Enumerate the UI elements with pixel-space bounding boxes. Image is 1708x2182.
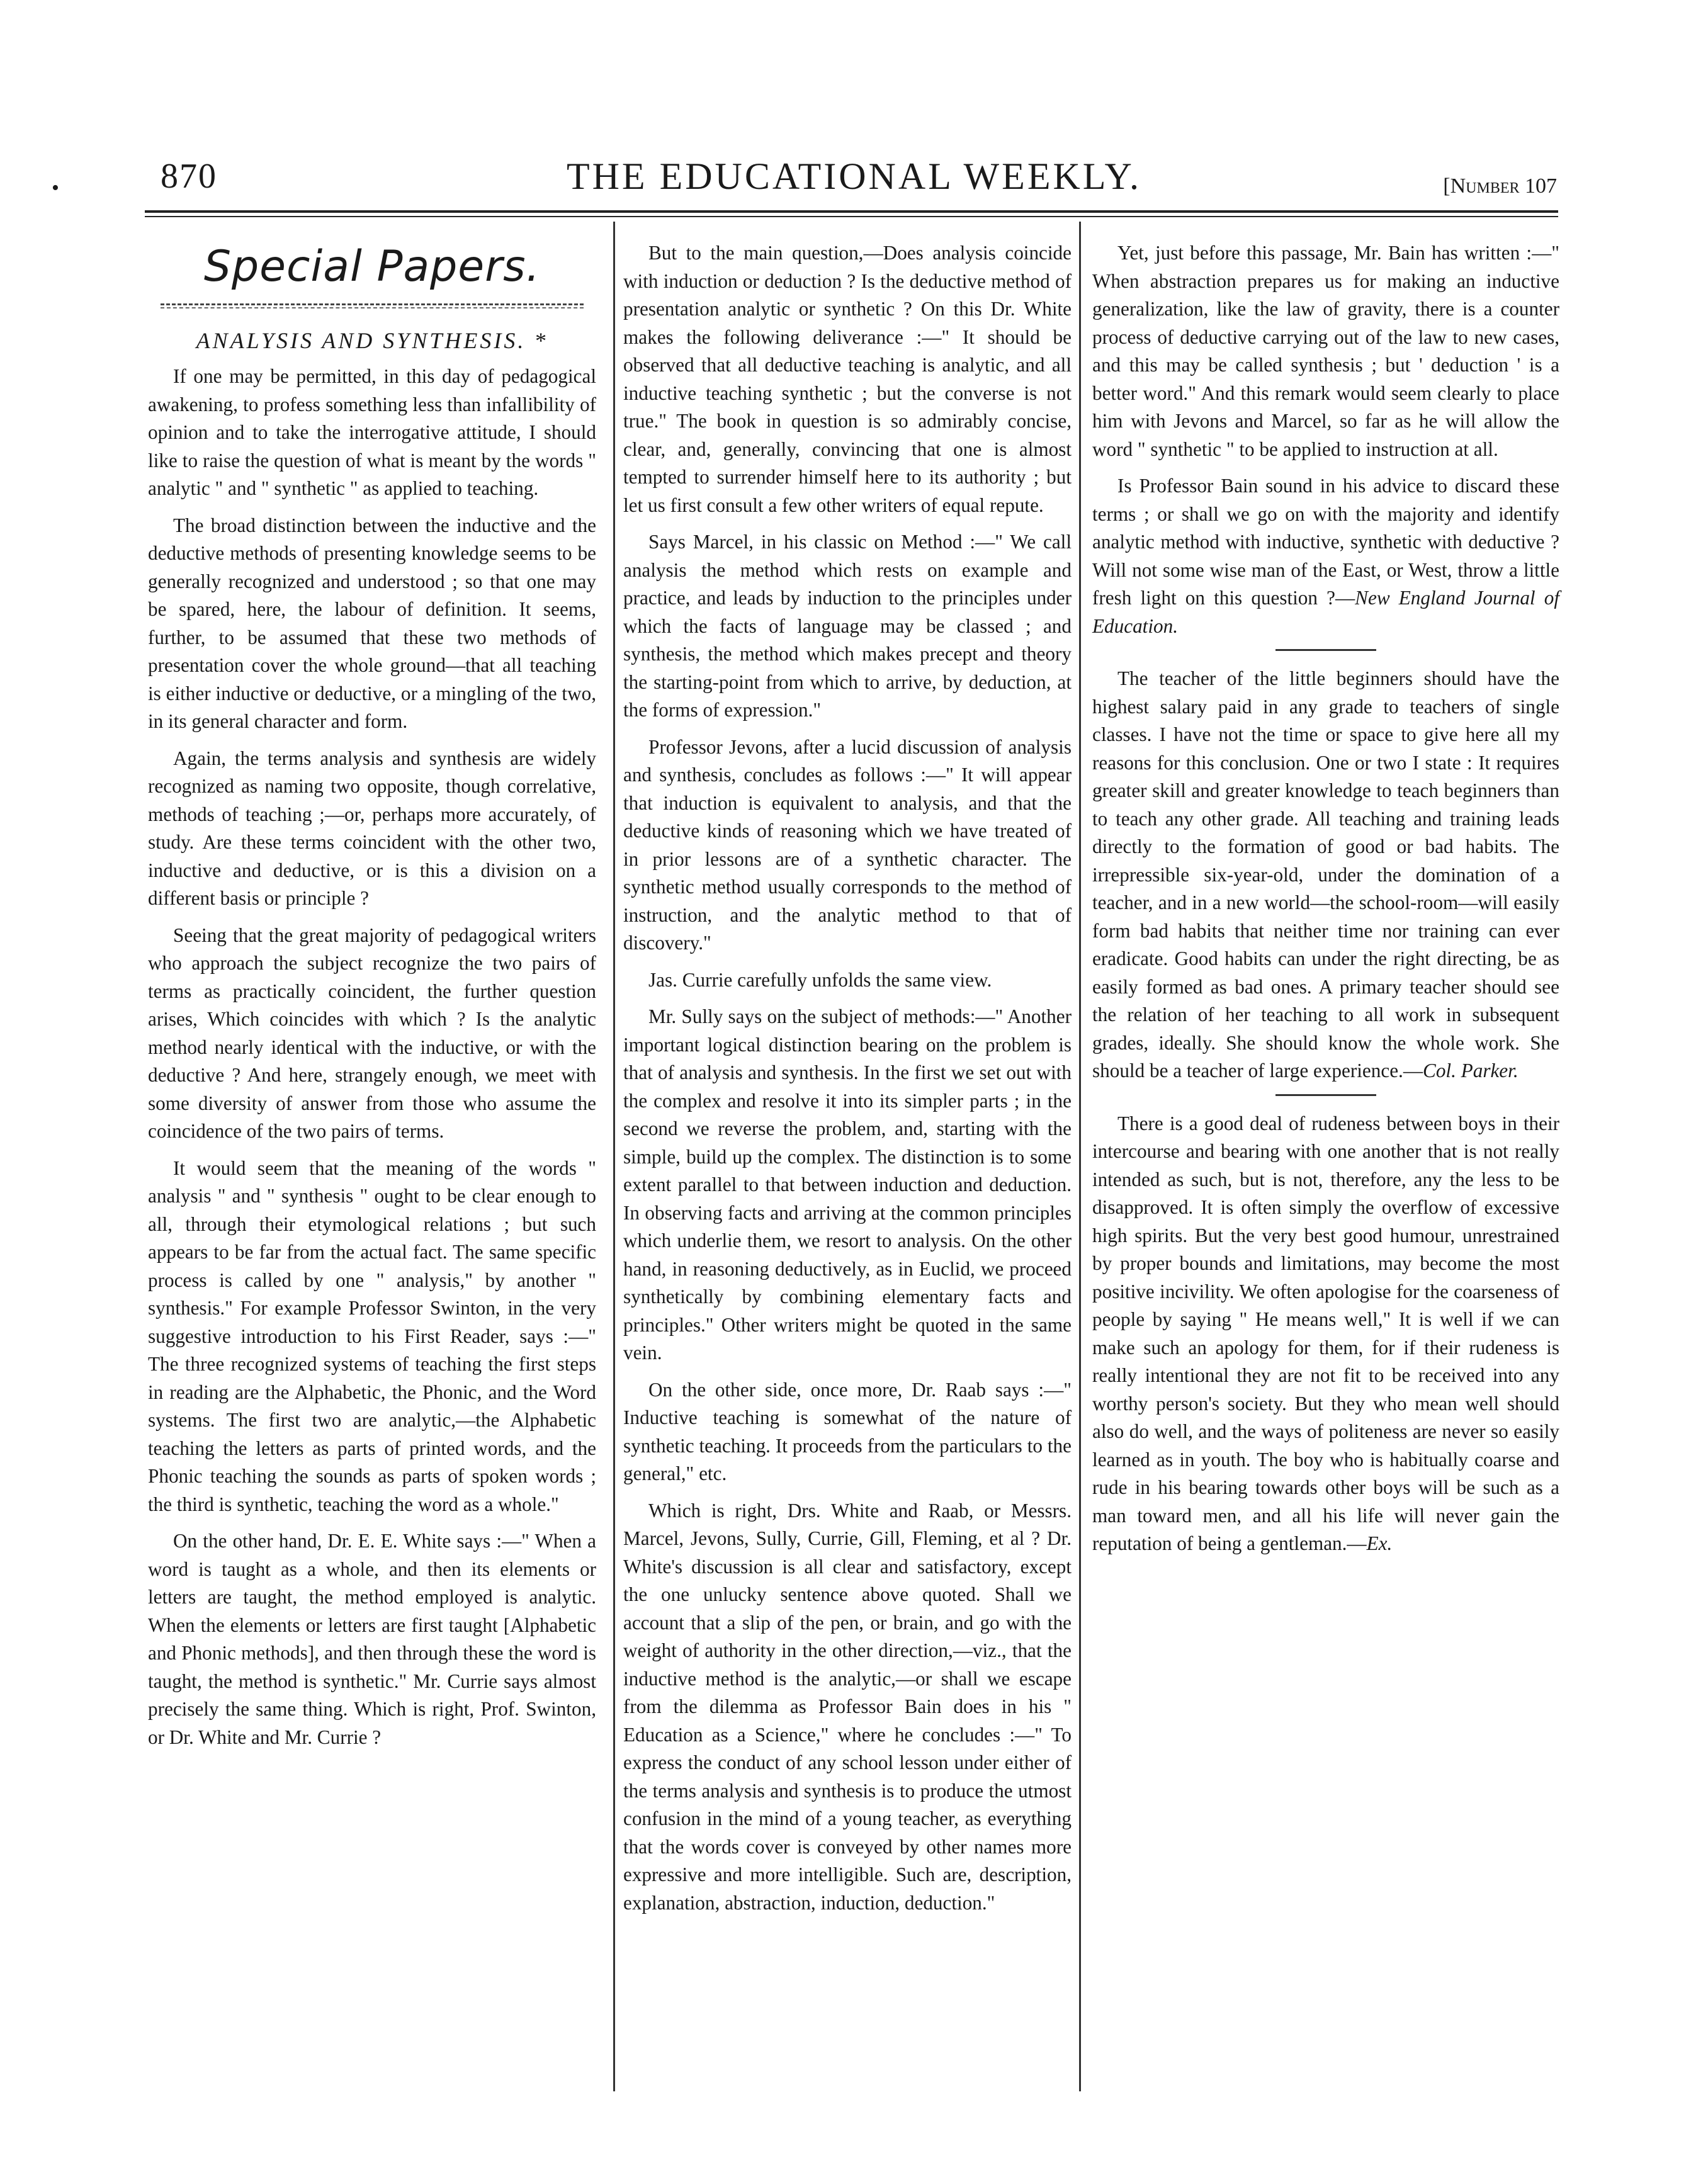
- source-citation: Col. Parker.: [1423, 1060, 1519, 1082]
- paragraph: On the other side, once more, Dr. Raab says :—" Inductive teaching is somewhat of the nature of synthetic teaching. It proceeds from the particulars to the general," etc.: [623, 1378, 1072, 1484]
- paragraph: Again, the terms analysis and synthesis are widely recognized as naming two opposite, though correlative, methods of teaching ;—or, perhaps more accurately, of study. Are these terms coincident with the other two, inductive and deductive, or is this a division on a different basis or principle ?: [148, 747, 596, 909]
- paragraph: It would seem that the meaning of the words " analysis " and " synthesis " ought to be clear enough to all, through their etymological relations ; but such appears to be far from the actual fact. The same specific process is called by one " analysis," by another " synthesis." For example Professor Swinton, in the very suggestive introduction to his First Reader, says :—" The three recognized systems of teaching the first steps in reading are the Alphabetic, the Phonic, and the Word systems. The first two are analytic,—the Alphabetic teaching the letters as parts of printed words, and the Phonic teaching the sounds as parts of spoken words ; the third is synthetic, teaching the word as a whole.": [148, 1156, 596, 1515]
- column-divider: [1079, 222, 1081, 2091]
- journal-title: THE EDUCATIONAL WEEKLY.: [566, 155, 1142, 197]
- page-number: 870: [161, 157, 217, 196]
- paragraph: But to the main question,—Does analysis coincide with induction or deduction ? Is the deductive method of presentation analytic or synthetic ? On this Dr. White makes the following deliverance :—" It should be observed that all deductive teaching is analytic, and all inductive teaching synthetic ; but the converse is not true." The book in question is so admirably concise, clear, and, generally, convincing that one is almost tempted to surrender himself here to its authority ; but let us first consult a few other writers of equal repute.: [623, 242, 1072, 516]
- paragraph: Jas. Currie carefully unfolds the same view.: [648, 968, 992, 991]
- paragraph: Says Marcel, in his classic on Method :—" We call analysis the method which rests on example and practice, and leads by induction to the principles under which the facts of language may be classed ; and synthesis, the method which makes precept and theory the starting-point from which to arrive, by deduction, at the forms of expression.": [623, 531, 1072, 721]
- note-paragraph: [1092, 1110, 1559, 1558]
- paragraph: Seeing that the great majority of pedagogical writers who approach the subject recognize the two pairs of terms as practically coincident, the further question arises, Which coincides with which ? Is the analytic method nearly identical with the inductive, or with the deductive ? And here, strangely enough, we meet with some diversity of answer from those who assume the coincidence of the two pairs of terms.: [148, 924, 596, 1142]
- margin-bullet: •: [52, 176, 59, 200]
- paragraph: If one may be permitted, in this day of pedagogical awakening, to profess something less than infallibility of opinion and to take the interrogative attitude, I should like to raise the question of what is meant by the words " analytic " and " synthetic " as applied to teaching.: [148, 365, 596, 499]
- article-title: ANALYSIS AND SYNTHESIS. *: [196, 328, 548, 353]
- article-separator: [1275, 649, 1376, 651]
- column-3: [1092, 239, 1559, 1567]
- paragraph: Which is right, Drs. White and Raab, or Messrs. Marcel, Jevons, Sully, Currie, Gill, Fleming, et al ? Dr. White's discussion is all clear and satisfactory, except the one unlucky sentence above quoted. Shall we account that a slip of the pen, or brain, and go with the weight of authority in the other direction,—viz., that the inductive method is the analytic,—or shall we escape from the dilemma as Professor Bain does in his " Education as a Science," where he concludes :—" To express the conduct of any school lesson under either of the terms analysis and synthesis is to produce the utmost confusion in the mind of a young teacher, as everything that the words cover is conveyed by other names more expressive and more intelligible. Such are, description, explanation, abstraction, induction, deduction.": [623, 1499, 1072, 1914]
- paragraph: Mr. Sully says on the subject of methods:—" Another important logical distinction bearing on the problem is that of analysis and synthesis. In the first we set out with the complex and resolve it into its simpler parts ; in the second we reverse the problem, and, starting with the simple, build up the complex. The distinction is to some extent parallel to that between induction and deduction. In observing facts and arriving at the common principles which underlie them, we resort to analysis. On the other hand, in reasoning deductively, as in Euclid, we proceed synthetically by combining elementary facts and principles." Other writers might be quoted in the same vein.: [623, 1005, 1072, 1364]
- paragraph: Professor Jevons, after a lucid discussion of analysis and synthesis, concludes as follows :—" It will appear that induction is equivalent to analysis, and that the deductive kinds of reasoning which we have treated of in prior lessons are of a synthetic character. The synthetic method usually corresponds to the method of instruction, and the analytic method to that of discovery.": [623, 735, 1072, 954]
- paragraph: The broad distinction between the inductive and the deductive methods of presenting knowledge seems to be generally recognized and understood ; so that one may be spared, here, the labour of definition. It seems, further, to be assumed that these two methods of presentation cover the whole ground—that all teaching is either inductive or deductive, or a mingling of the two, in its general character and form.: [148, 514, 596, 732]
- paragraph: On the other hand, Dr. E. E. White says :—" When a word is taught as a whole, and then its elements or letters are taught, the method employed is analytic. When the elements or letters are first taught [Alphabetic and Phonic methods], and then through these the word is taught, the method is synthetic." Mr. Currie says almost precisely the same thing. Which is right, Prof. Swinton, or Dr. White and Mr. Currie ?: [148, 1530, 596, 1748]
- paragraph-text: Is Professor Bain sound in his advice to discard these terms ; or shall we go on with the majority and identify analytic method with inductive, synthetic with deductive ? Will not some wise man of the East, or West, throw a little fresh light on this question ?—: [1092, 475, 1559, 609]
- section-divider: [161, 303, 584, 308]
- note-text: There is a good deal of rudeness between boys in their intercourse and bearing with one another that is not really intended as such, but is not, therefore, any the less to be disapproved. It is often simply the overflow of excessive high spirits. But the very best good humour, unrestrained by proper bounds and limitations, may become the most positive incivility. We often apologise for the coarseness of people by saying " He means well," It is well if we can make such an apology for them, for if their rudeness is really intentional they are not fit to be received into any worthy person's society. But they who mean well should also do well, and the ways of politeness are never so easily learned as in youth. The boy who is habitually coarse and rude in his bearing towards other boys will be such as a man toward men, and all his life will never gain the reputation of being a gentleman.—: [1092, 1112, 1559, 1554]
- column-divider: [613, 222, 615, 2091]
- note-text: The teacher of the little beginners should have the highest salary paid in any grade to teachers of single classes. I have not the time or space to give here all my reasons for this conclusion. One or two I state : It requires greater skill and greater knowledge to teach beginners than to teach any other grade. All teaching and training leads directly to the formation of good or bad habits. The irrepressible six-year-old, under the domination of a teacher, and in a new world—the school-room—will easily form bad habits that neither time nor training can ever eradicate. Good habits can under the right directing, be as easily formed as bad ones. A primary teacher should see the relation of her teaching to all work in subsequent grades, ideally. She should know the whole work. She should be a teacher of large experience.—: [1092, 667, 1559, 1082]
- paragraph: [1092, 472, 1559, 640]
- section-heading: Special Papers.: [203, 242, 541, 291]
- column-2: [623, 239, 1072, 1926]
- note-paragraph: [1092, 665, 1559, 1085]
- source-citation: New England Journal of Education.: [1092, 587, 1559, 637]
- issue-number: [Number 107: [1443, 174, 1557, 198]
- header-rule-thin: [145, 216, 1558, 217]
- column-1: [148, 242, 596, 1760]
- source-citation: Ex.: [1366, 1532, 1393, 1554]
- article-separator: [1275, 1094, 1376, 1096]
- header-rule: [145, 210, 1558, 213]
- paragraph: Yet, just before this passage, Mr. Bain has written :—" When abstraction prepares us for making an inductive generalization, like the law of gravity, there is a counter process of deductive carrying out of the law to new cases, and this may be called synthesis ; but ' deduction ' is a better word." And this remark would seem clearly to place him with Jevons and Marcel, so far as he will allow the word " synthetic " to be applied to instruction at all.: [1092, 242, 1559, 460]
